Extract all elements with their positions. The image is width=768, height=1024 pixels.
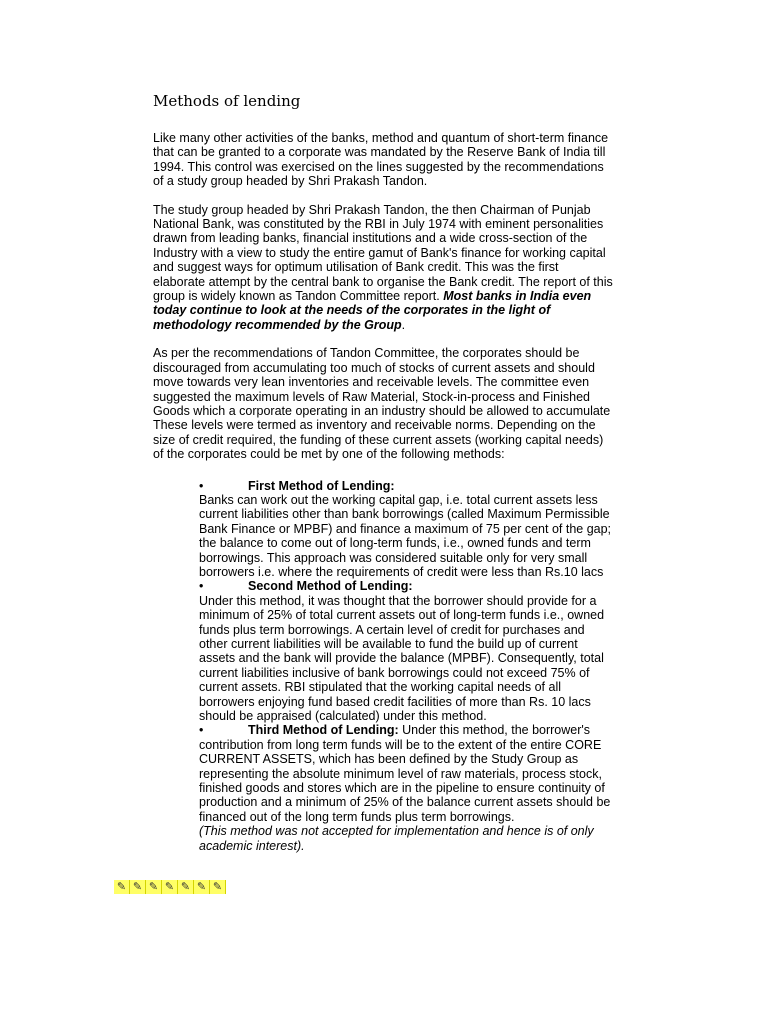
- pencil-icon: ✎: [162, 880, 178, 894]
- method-heading: [199, 579, 615, 593]
- bullet-icon: •: [199, 478, 204, 493]
- method-title: Second Method of Lending:: [248, 579, 413, 594]
- bullet-icon: •: [199, 579, 204, 594]
- method-item-first: [199, 479, 615, 580]
- document-title: Methods of lending: [153, 92, 301, 110]
- pencil-icon: ✎: [146, 880, 162, 894]
- pencil-icon: ✎: [194, 880, 210, 894]
- paragraph-intro: Like many other activities of the banks, method and quantum of short-term finance that can be granted to a corporate was mandated by the Reserve Bank of India till 1994. This control was exercised on the lines suggested by the recommendations of a study group headed by Shri Prakash Tandon.: [153, 131, 609, 189]
- method-title: First Method of Lending:: [248, 478, 395, 493]
- document-page: [153, 90, 613, 853]
- method-body: Banks can work out the working capital gap, i.e. total current assets less current liabilities other than bank borrowings (called Maximum Permissible Bank Finance or MPBF) and finance a maximum of 75 per cent of the gap; the balance to come out of long-term funds, i.e., owned funds and term borrowings. This approach was considered suitable only for very small borrowers i.e. where the requirements of credit were less than Rs.10 lacs: [199, 492, 612, 579]
- pencil-icon: ✎: [178, 880, 194, 894]
- paragraph-study-group-end: .: [401, 317, 406, 332]
- decorative-ornament: [114, 880, 226, 894]
- method-item-third: [199, 723, 615, 853]
- pencil-icon: ✎: [210, 880, 226, 894]
- method-title: Third Method of Lending:: [248, 723, 399, 738]
- paragraph-study-group-text: The study group headed by Shri Prakash Tandon, the then Chairman of Punjab National Bank, was constituted by the RBI in July 1974 with eminent personalities drawn from leading banks, financial institutions and a wide cross-section of the Industry with a view to study the entire gamut of Bank's finance for working capital and suggest ways for optimum utilisation of Bank credit. This was the first elaborate attempt by the central bank to organise the Bank credit. The report of this group is widely known as Tandon Committee report.: [153, 202, 613, 304]
- methods-list: [199, 479, 615, 854]
- method-item-second: [199, 579, 615, 723]
- pencil-icon: ✎: [130, 880, 146, 894]
- bullet-icon: •: [199, 723, 204, 738]
- paragraph-study-group: [153, 203, 613, 333]
- paragraph-recommendations: As per the recommendations of Tandon Committee, the corporates should be discouraged from accumulating too much of stocks of current assets and should move towards very lean inventories and receivable levels. The committee even suggested the maximum levels of Raw Material, Stock-in-process and Finished Goods which a corporate operating in an industry should be allowed to accumulate These levels were termed as inventory and receivable norms. Depending on the size of credit required, the funding of these current assets (working capital needs) of the corporates could be met by one of the following methods:: [153, 346, 611, 462]
- method-note: (This method was not accepted for implementation and hence is of only academic interest).: [199, 824, 594, 853]
- pencil-icon: ✎: [114, 880, 130, 894]
- paragraph-study-group-emphasis: Most banks in India even today continue to look at the needs of the corporates in the light of methodology recommended by the Group: [153, 289, 592, 332]
- method-body: Under this method, the borrower's contribution from long term funds will be to the extent of the entire CORE CURRENT ASSETS, which has been defined by the Study Group as representing the absolute minimum level of raw materials, process stock, finished goods and stores which are in the pipeline to ensure continuity of production and a minimum of 25% of the balance current assets should be financed out of the long term funds plus term borrowings.: [199, 723, 611, 824]
- method-body: Under this method, it was thought that the borrower should provide for a minimum of 25% of total current assets out of long-term funds i.e., owned funds plus term borrowings. A certain level of credit for purchases and other current liabilities will be available to fund the build up of current assets and the bank will provide the balance (MPBF). Consequently, total current liabilities inclusive of bank borrowings could not exceed 75% of current assets. RBI stipulated that the working capital needs of all borrowers enjoying fund based credit facilities of more than Rs. 10 lacs should be appraised (calculated) under this method.: [199, 593, 605, 724]
- method-heading: [199, 479, 615, 493]
